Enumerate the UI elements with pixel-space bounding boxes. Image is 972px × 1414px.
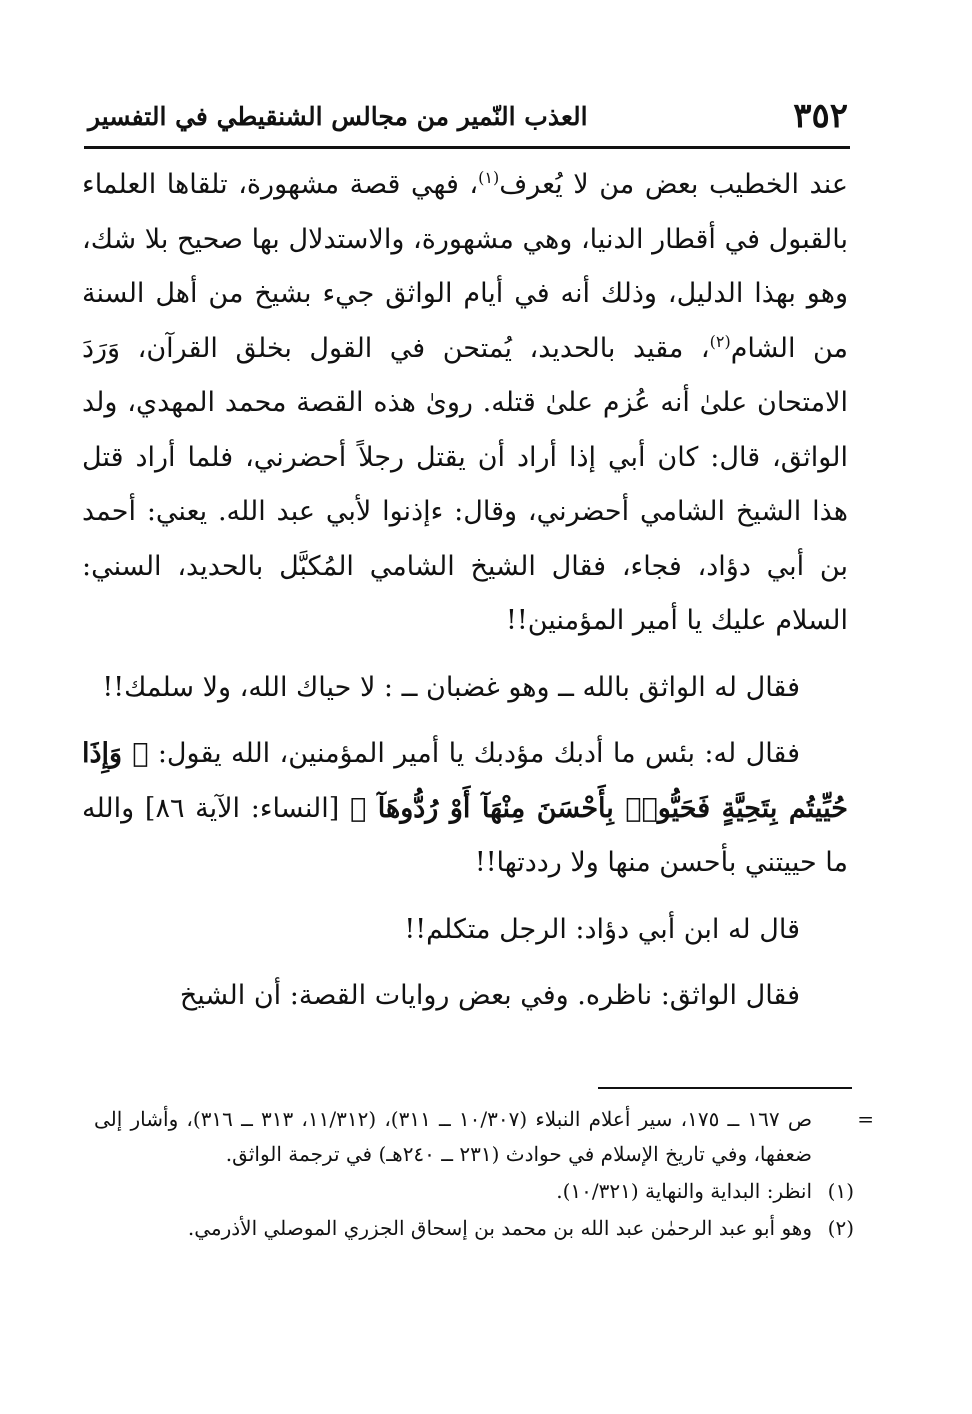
paragraph-3 — [82, 727, 848, 891]
paragraph-1-part-b: ، فهي قصة مشهورة، تلقاها العلماء بالقبول في أقطار الدنيا، وهي مشهورة، والاستدلال بها صحيح بلا شك، وهو بهذا الدليل، وذلك أنه في أيام الواثق جيء بشيخ من أهل السنة من الشام — [82, 169, 848, 364]
footnotes — [94, 1102, 874, 1248]
paragraph-1-part-c: ، مقيد بالحديد، يُمتحن في القول بخلق القرآن، وَرَدَ الامتحان علىٰ أنه عُزم علىٰ قتله. روىٰ هذه القصة محمد المهدي، ولد الواثق، قال: كان أبي إذا أراد أن يقتل رجلاً أحضرني، فلما أراد قتل هذا الشيخ الشامي أحضرني، وقال: ءإذنوا لأبي عبد الله. يعني: أحمد بن أبي دؤاد، فجاء، فقال الشيخ الشامي المُكبَّل بالحديد، السني: السلام عليك يا أمير المؤمنين!! — [82, 332, 848, 636]
footnote-continuation-text: ص ١٦٧ ــ ١٧٥، سير أعلام النبلاء (١٠/٣٠٧ ــ ٣١١)، (١١/٣١٢، ٣١٣ ــ ٣١٦)، وأشار إلى ضعفها، وفي تاريخ الإسلام في حوادث (٢٣١ ــ ٢٤٠هـ) في ترجمة الواثق. — [94, 1107, 813, 1166]
footnote-ref-2: (٢) — [709, 331, 731, 351]
footnote-ref-1: (١) — [478, 168, 500, 187]
running-title: العذب النّمير من مجالس الشنقيطي في التفسير — [88, 102, 588, 131]
footnote-2-text: وهو أبو عبد الرحمٰن عبد الله بن محمد بن إسحاق الجزري الموصلي الأذرمي. — [187, 1216, 812, 1240]
paragraph-2: فقال له الواثق بالله ــ وهو غضبان ــ : لا حياك الله، ولا سلمك!! — [102, 671, 800, 703]
page-header — [88, 92, 848, 140]
quran-verse: ﴿ وَإِذَا حُيِّيتُم بِتَحِيَّةٍ فَحَيُّوا۟ بِأَحْسَنَ مِنْهَآ أَوْ رُدُّوهَآ ﴾ — [82, 738, 848, 824]
paragraph-5: فقال الواثق: ناظره. وفي بعض روايات القصة: أن الشيخ — [179, 980, 800, 1011]
footnote-2 — [94, 1211, 854, 1246]
footnote-separator — [598, 1087, 852, 1089]
footnote-1-text: انظر: البداية والنهاية (١٠/٣٢١). — [556, 1179, 812, 1203]
paragraph-1 — [82, 158, 848, 649]
header-rule — [84, 146, 850, 149]
continuation-mark: = — [857, 1107, 874, 1131]
page-number: ٣٥٢ — [793, 96, 848, 136]
footnote-continuation — [94, 1102, 874, 1172]
paragraph-3-part-b: [النساء: الآية ٨٦] والله ما حييتني بأحسن منها ولا رددتها!! — [82, 792, 848, 878]
paragraph-4: قال له ابن أبي دؤاد: الرجل متكلم!! — [404, 913, 800, 945]
paragraph-1-part-a: عند الخطيب بعض من لا يُعرف — [499, 169, 848, 200]
main-text — [82, 158, 848, 1024]
paragraph-3-part-a: فقال له: بئس ما أدبك مؤدبك يا أمير المؤمنين، الله يقول: — [157, 738, 800, 769]
footnote-1 — [94, 1174, 854, 1209]
footnote-1-number: (١) — [827, 1179, 854, 1203]
footnote-2-number: (٢) — [827, 1216, 854, 1240]
